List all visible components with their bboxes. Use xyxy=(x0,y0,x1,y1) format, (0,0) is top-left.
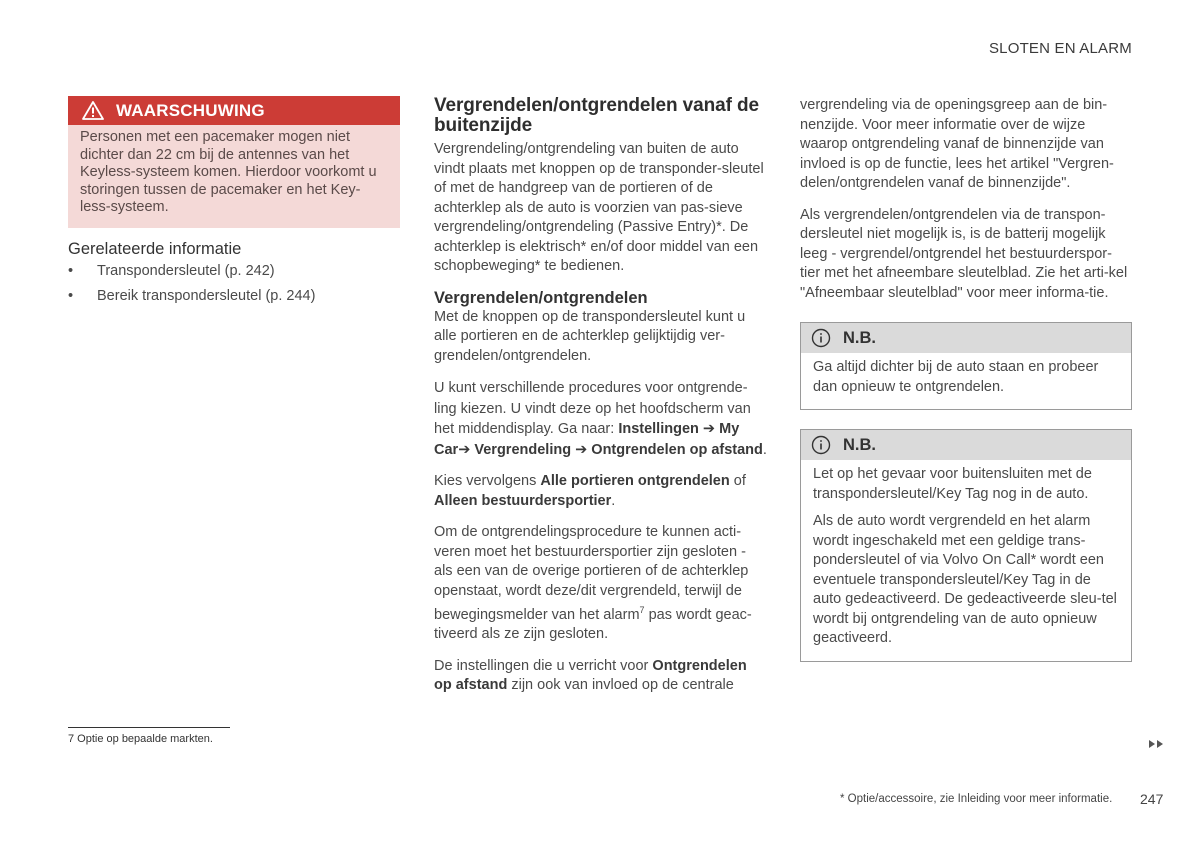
warning-triangle-icon xyxy=(82,101,104,120)
warning-text: Personen met een pacemaker mogen niet dichter dan 22 cm bij de antennes van het Keyless-systeem komen. Hierdoor voorkomt u storingen tussen de pacemaker en het Key-less-systeem. xyxy=(80,129,377,215)
related-link-bereik[interactable] xyxy=(68,287,398,306)
note-title: N.B. xyxy=(843,435,876,454)
paragraph-text: Kies vervolgens xyxy=(434,473,541,489)
note-box-1 xyxy=(800,322,1132,410)
note-header xyxy=(801,323,1131,353)
related-info-list xyxy=(68,262,398,312)
paragraph-instellingen xyxy=(434,657,768,696)
paragraph-text: U kunt verschillende procedures voor ontgrende-ling kiezen. U vindt deze op het hoofdscherm van het middendisplay. Ga naar: xyxy=(434,380,751,437)
page-number: 247 xyxy=(1140,791,1164,807)
option-alleen-bestuurdersportier: Alleen bestuurdersportier xyxy=(434,492,612,509)
paragraph-text: De instellingen die u verricht voor xyxy=(434,657,653,674)
menu-path-ontgrendelen-op-afstand: Ontgrendelen op afstand xyxy=(591,441,763,458)
menu-path-vergrendeling: Vergrendeling xyxy=(474,441,572,458)
paragraph-text: Om de ontgrendelingsprocedure te kunnen acti-veren moet het bestuurdersportier zijn gesloten - als een van de overige portieren of de achterklep openstaat, wordt deze/dit vergrendeld, terwijl de bewegingsmelder van het alarm xyxy=(434,524,749,623)
paragraph-procedure xyxy=(434,523,768,645)
footnote-ref: 7 xyxy=(639,605,645,615)
paragraph-binnenzijde: vergrendeling via de openingsgreep aan de bin-nenzijde. Voor meer informatie over de wijze waarop ontgrendeling vanaf de binnenzijde van invloed is op de functie, lees het artikel "Vergren-delen/ontgrendelen vanaf de binnenzijde". xyxy=(800,97,1114,191)
related-link-label: Transpondersleutel (p. 242) xyxy=(97,263,275,279)
warning-box xyxy=(68,96,400,228)
paragraph-text: zijn ook van invloed op de centrale xyxy=(507,677,734,694)
left-column xyxy=(68,96,400,304)
section-heading: Vergrendelen/ontgrendelen xyxy=(434,288,648,307)
related-link-label: Bereik transpondersleutel (p. 244) xyxy=(97,288,316,304)
period: . xyxy=(611,492,616,509)
arrow-icon: ➔ xyxy=(702,421,716,437)
note-body xyxy=(801,353,1131,409)
paragraph-text: of xyxy=(729,473,746,489)
footnote-divider xyxy=(68,727,230,728)
note-box-2 xyxy=(800,429,1132,662)
warning-header xyxy=(68,96,400,125)
menu-path-my-car: My Car xyxy=(434,421,740,458)
paragraph-kies xyxy=(434,472,768,511)
note-header xyxy=(801,430,1131,460)
warning-title: WAARSCHUWING xyxy=(116,100,265,120)
arrow-icon: ➔ xyxy=(575,441,588,458)
paragraph-procedures xyxy=(434,378,768,460)
article-title: Vergrendelen/ontgrendelen vanaf de buitenzijde xyxy=(434,95,759,136)
option-alle-portieren: Alle portieren ontgrendelen xyxy=(540,473,730,489)
menu-path-instellingen: Instellingen xyxy=(618,421,699,437)
middle-column xyxy=(434,96,768,708)
note-body xyxy=(801,460,1131,661)
paragraph-batterij: Als vergrendelen/ontgrendelen via de transpon-dersleutel niet mogelijk is, is de batterij mogelijk leeg - vergrendel/ontgrendel het bestuurderspor-tier met het afneembare sleutelblad. Zie het arti-kel "Afneembaar sleutelblad" voor meer informa-tie. xyxy=(800,206,1128,301)
right-column xyxy=(800,96,1132,662)
footer-note: * Optie/accessoire, zie Inleiding voor meer informatie. xyxy=(840,793,1113,805)
arrow-icon: ➔ xyxy=(458,441,471,458)
note-text: Let op het gevaar voor buitensluiten met de transpondersleutel/Key Tag nog in de auto. xyxy=(813,466,1092,502)
note-text: Ga altijd dichter bij de auto staan en probeer dan opnieuw te ontgrendelen. xyxy=(813,359,1099,395)
period: . xyxy=(762,441,767,458)
related-info-heading: Gerelateerde informatie xyxy=(68,240,242,258)
info-circle-icon xyxy=(811,328,831,348)
double-chevron-right-icon xyxy=(1148,736,1166,754)
footnote: 7 Optie op bepaalde markten. xyxy=(68,733,213,745)
bullet: • xyxy=(68,288,74,304)
setting-ontgrendelen-op-afstand: Ontgrendelen op afstand xyxy=(434,657,747,694)
related-link-transpondersleutel[interactable] xyxy=(68,262,398,281)
page-section-title: SLOTEN EN ALARM xyxy=(988,40,1132,57)
info-circle-icon xyxy=(811,435,831,455)
intro-paragraph: Vergrendeling/ontgrendeling van buiten de auto vindt plaats met knoppen op de transponder-sleutel of met de handgreep van de portieren of de achterklep als de auto is voorzien van pas-sieve vergrendeling/ontgrendeling (Passive Entry)*. De achterklep is elektrisch* en/of door middel van een schopbeweging* te bedienen. xyxy=(434,141,764,274)
note-title: N.B. xyxy=(843,328,876,347)
note-text: Als de auto wordt vergrendeld en het alarm wordt ingeschakeld met een geldige trans-pondersleutel of via Volvo On Call* wordt een eventuele transpondersleutel/Key Tag in de auto gedeactiveerd. De gedeactiveerde sleu-tel wordt bij ontgrendeling van de auto opnieuw geactiveerd. xyxy=(813,513,1117,646)
paragraph-text: pas wordt geac-tiveerd als ze zijn gesloten. xyxy=(434,606,752,643)
paragraph-knoppen: Met de knoppen op de transpondersleutel kunt u alle portieren en de achterklep gelijktijdig ver-grendelen/ontgrendelen. xyxy=(434,308,746,364)
bullet: • xyxy=(68,263,74,279)
